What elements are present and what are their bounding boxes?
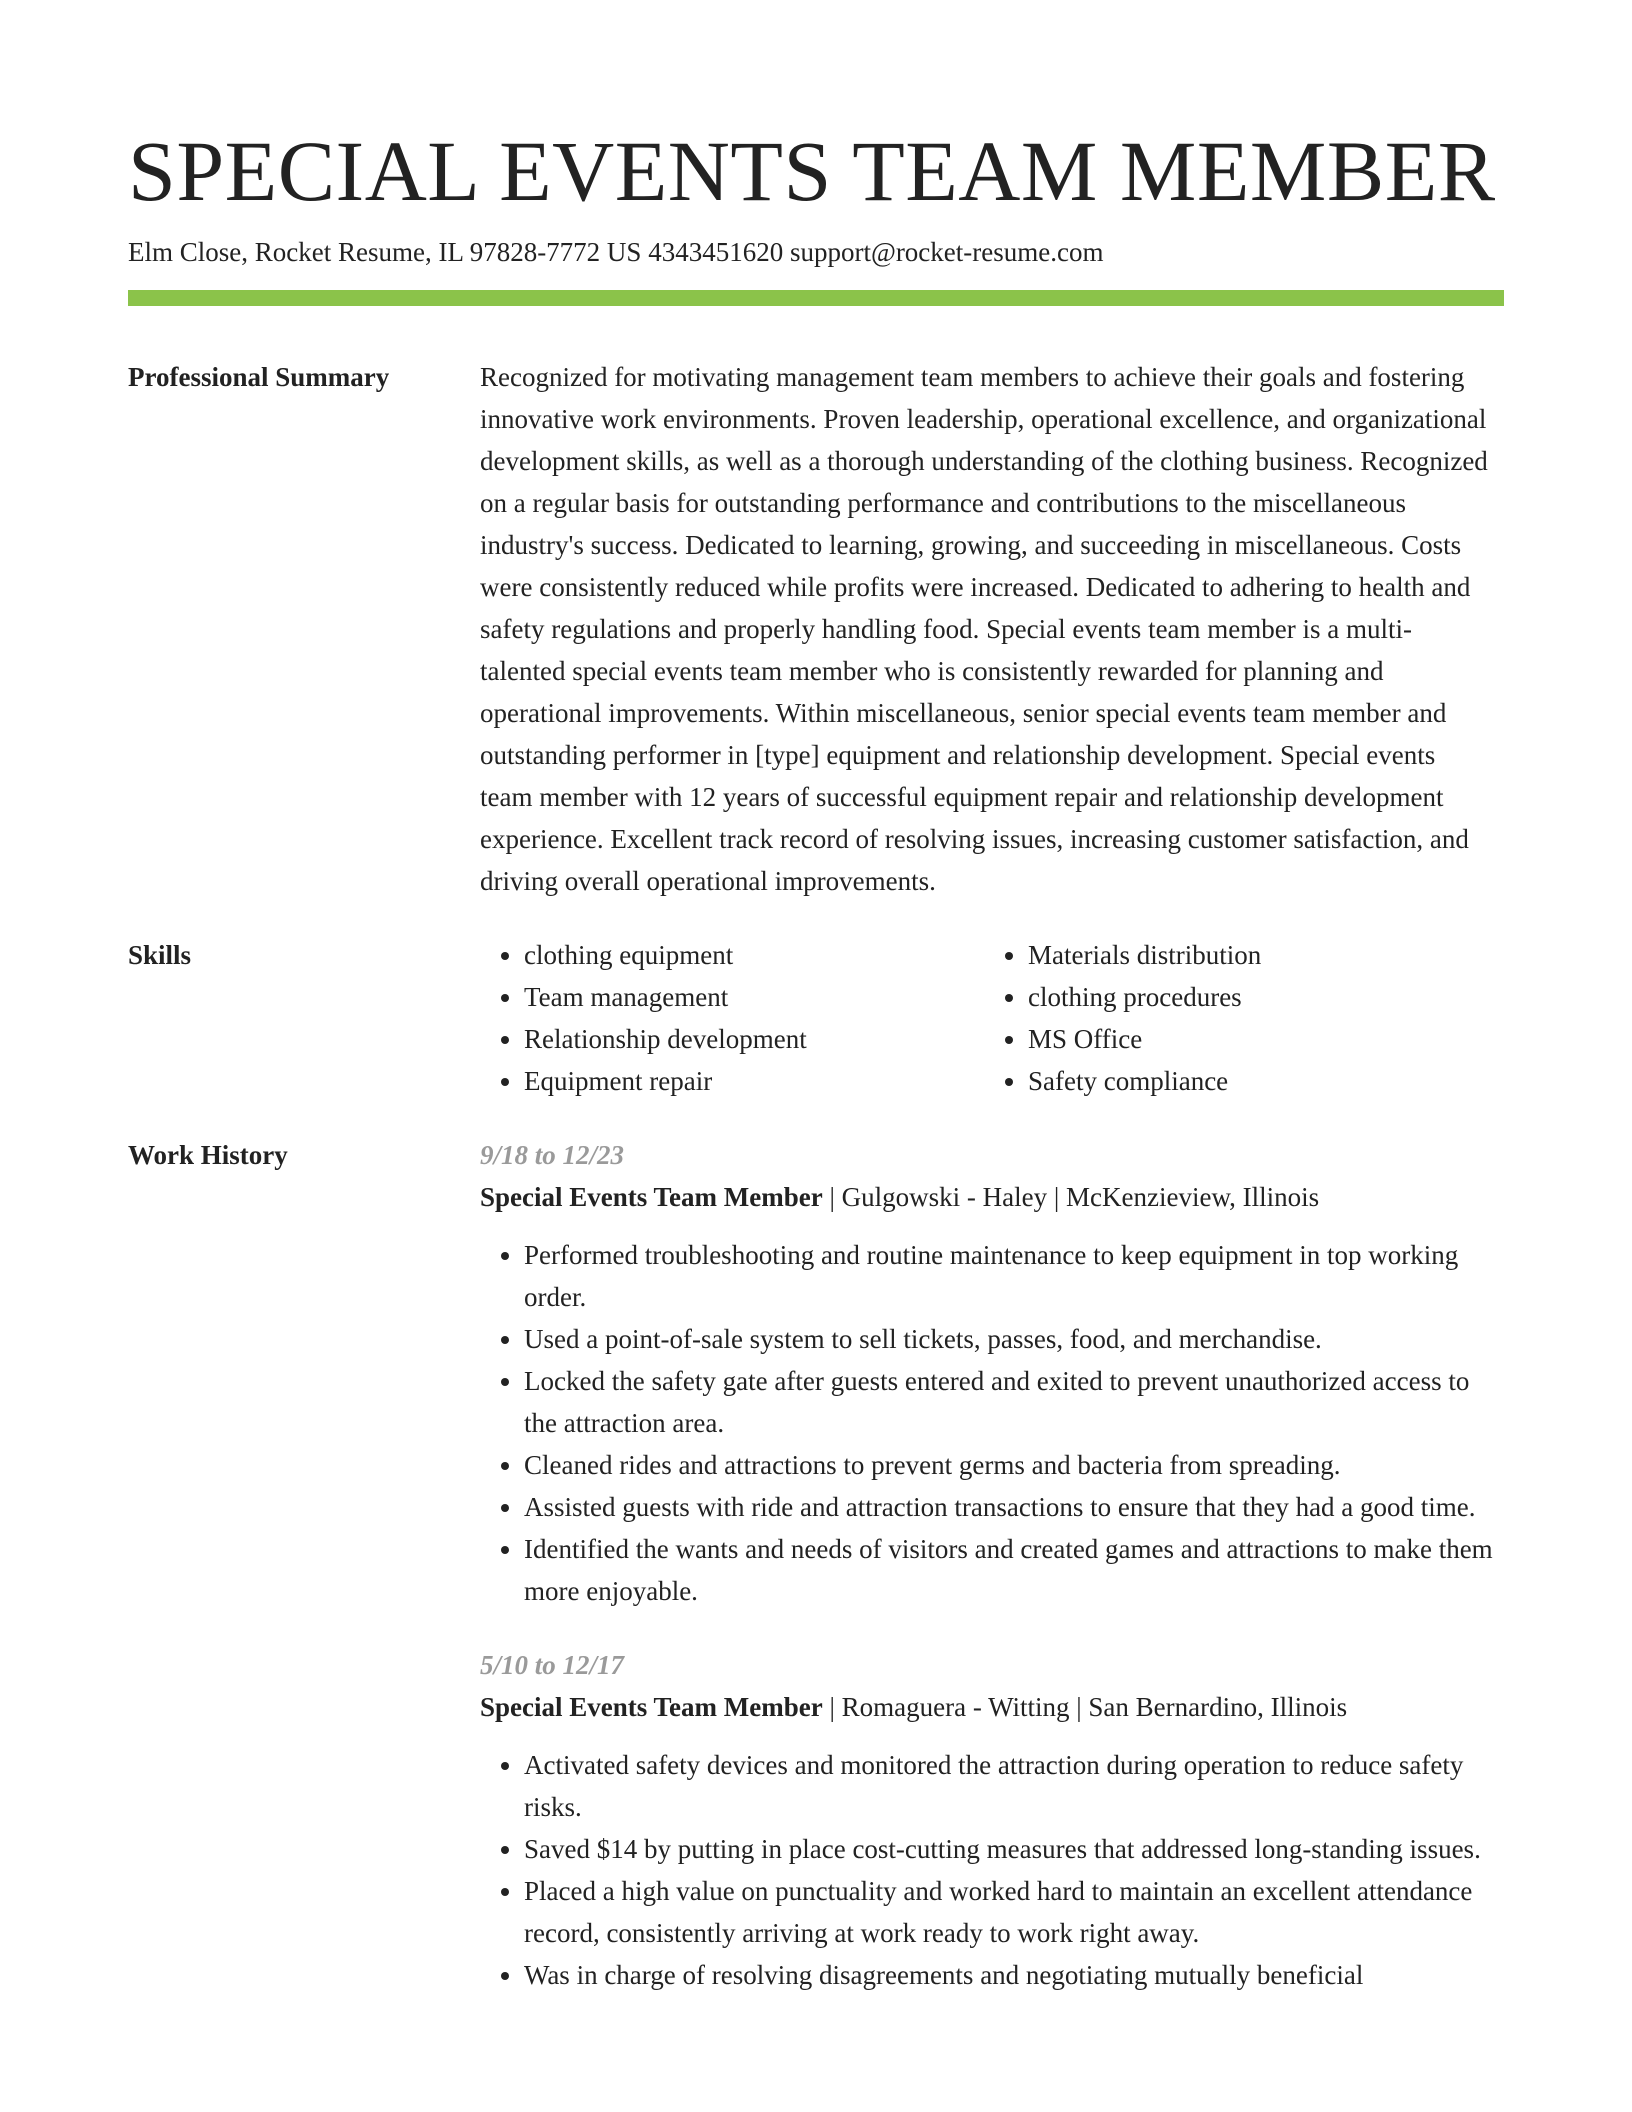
- skill-item: • Materials distribution: [1028, 934, 1488, 976]
- resume-document: [128, 0, 1504, 1996]
- job-dates: 9/18 to 12/23: [480, 1140, 625, 1170]
- job-employer-location: | Gulgowski - Haley | McKenzieview, Illinois: [822, 1182, 1320, 1212]
- skill-item: • Equipment repair: [524, 1060, 984, 1102]
- skill-item: • Team management: [524, 976, 984, 1018]
- contact-phone: 4343451620: [648, 237, 784, 267]
- job-bullet: • Was in charge of resolving disagreements and negotiating mutually beneficial: [524, 1954, 1498, 1996]
- job-bullet: • Placed a high value on punctuality and worked hard to maintain an excellent attendance record, consistently arriving at work ready to work right away.: [524, 1870, 1498, 1954]
- job-bullet-list: [480, 1744, 1504, 1996]
- skill-item: • Relationship development: [524, 1018, 984, 1060]
- skills-list-right: [984, 934, 1488, 1102]
- skills-grid: [480, 934, 1504, 1102]
- skills-section: [128, 934, 1504, 1102]
- job-bullet-list: [480, 1234, 1504, 1612]
- skill-item: • MS Office: [1028, 1018, 1488, 1060]
- skill-item: • Safety compliance: [1028, 1060, 1488, 1102]
- job-bullet: • Identified the wants and needs of visitors and created games and attractions to make them more enjoyable.: [524, 1528, 1498, 1612]
- job-bullet: • Activated safety devices and monitored the attraction during operation to reduce safety risks.: [524, 1744, 1498, 1828]
- skills-body: [480, 934, 1504, 1102]
- work-body: [480, 1134, 1504, 1996]
- contact-email[interactable]: support@rocket-resume.com: [789, 237, 1104, 267]
- work-history-section: [128, 1134, 1504, 1996]
- contact-address: Elm Close, Rocket Resume, IL 97828-7772 US: [128, 237, 642, 267]
- skills-list-left: [480, 934, 984, 1102]
- section-title-work: Work History: [128, 1140, 288, 1170]
- summary-body: [480, 356, 1504, 902]
- job-employer-location: | Romaguera - Witting | San Bernardino, Illinois: [822, 1692, 1348, 1722]
- header-divider: [128, 290, 1504, 306]
- section-title-skills: Skills: [128, 940, 192, 970]
- summary-text: Recognized for motivating management team members to achieve their goals and fostering innovative work environments. Proven leadership, operational excellence, and organizational development skills, as well as a thorough understanding of the clothing business. Recognized on a regular basis for outstanding performance and contributions to the miscellaneous industry's success. Dedicated to learning, growing, and succeeding in miscellaneous. Costs were consistently reduced while profits were increased. Dedicated to adhering to health and safety regulations and properly handling food. Special events team member is a multi-talented special events team member who is consistently rewarded for planning and operational improvements. Within miscellaneous, senior special events team member and outstanding performer in [type] equipment and relationship development. Special events team member with 12 years of successful equipment repair and relationship development experience. Excellent track record of resolving issues, increasing customer satisfaction, and driving overall operational improvements.: [480, 362, 1488, 896]
- section-title-summary: Professional Summary: [128, 362, 390, 392]
- contact-line: [128, 234, 1504, 270]
- job-title: Special Events Team Member: [480, 1182, 823, 1212]
- professional-summary-section: [128, 356, 1504, 902]
- job-bullet: • Cleaned rides and attractions to prevent germs and bacteria from spreading.: [524, 1444, 1498, 1486]
- skill-item: • clothing equipment: [524, 934, 984, 976]
- job-entry: [480, 1644, 1504, 1996]
- job-bullet: • Assisted guests with ride and attraction transactions to ensure that they had a good time.: [524, 1486, 1498, 1528]
- job-dates: 5/10 to 12/17: [480, 1650, 625, 1680]
- job-bullet: • Performed troubleshooting and routine maintenance to keep equipment in top working order.: [524, 1234, 1498, 1318]
- job-bullet: • Used a point-of-sale system to sell tickets, passes, food, and merchandise.: [524, 1318, 1498, 1360]
- job-entry: [480, 1134, 1504, 1612]
- job-heading: [480, 1176, 1504, 1218]
- resume-name: SPECIAL EVENTS TEAM MEMBER: [128, 123, 1496, 219]
- job-title: Special Events Team Member: [480, 1692, 823, 1722]
- job-bullet: • Locked the safety gate after guests entered and exited to prevent unauthorized access to the attraction area.: [524, 1360, 1498, 1444]
- skill-item: • clothing procedures: [1028, 976, 1488, 1018]
- job-bullet: • Saved $14 by putting in place cost-cutting measures that addressed long-standing issues.: [524, 1828, 1498, 1870]
- job-heading: [480, 1686, 1504, 1728]
